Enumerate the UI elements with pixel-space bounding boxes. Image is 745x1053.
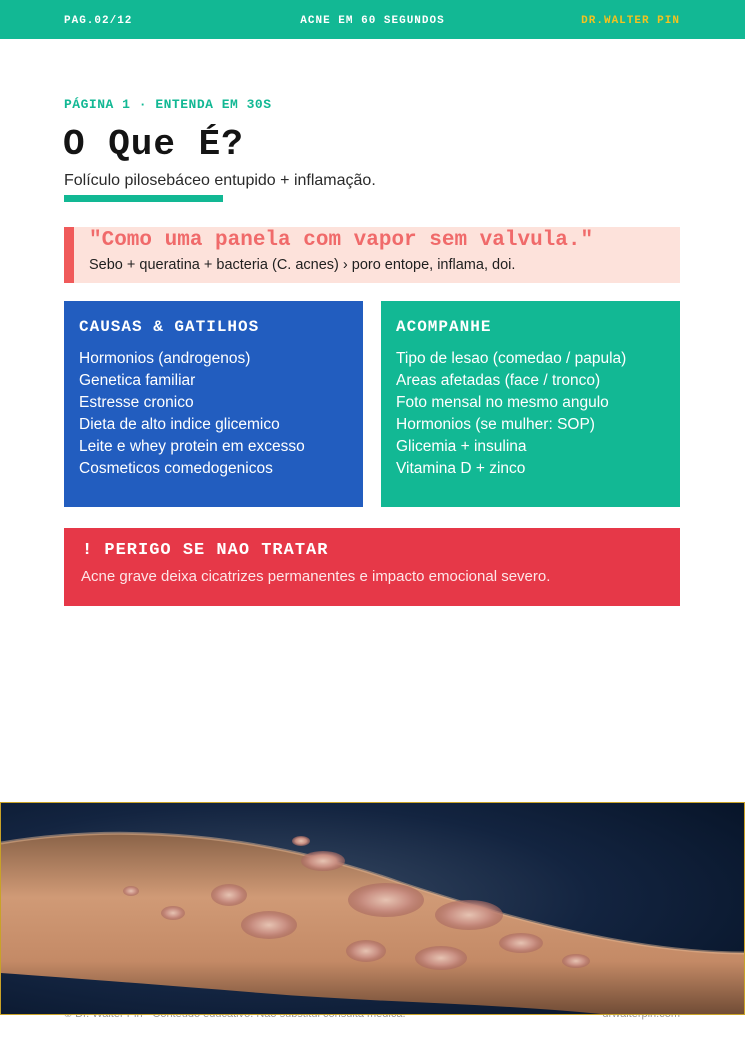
causes-list bbox=[79, 348, 305, 480]
causes-card-title: CAUSAS & GATILHOS bbox=[79, 318, 260, 336]
series-title: ACNE EM 60 SEGUNDOS bbox=[300, 15, 445, 27]
list-item: Cosmeticos comedogenicos bbox=[79, 460, 273, 477]
follow-up-list bbox=[396, 348, 626, 480]
analogy-callout bbox=[64, 227, 680, 283]
list-item: Foto mensal no mesmo angulo bbox=[396, 394, 609, 411]
list-item: Estresse cronico bbox=[79, 394, 194, 411]
section-eyebrow: PÁGINA 1 · ENTENDA EM 30S bbox=[64, 97, 272, 112]
warning-banner bbox=[64, 528, 680, 606]
photo-illustration bbox=[1, 803, 745, 1015]
analogy-quote: "Como uma panela com vapor sem valvula." bbox=[89, 229, 594, 252]
warning-text: Acne grave deixa cicatrizes permanentes e impacto emocional severo. bbox=[81, 568, 551, 585]
list-item: Glicemia + insulina bbox=[396, 438, 527, 455]
list-item: Dieta de alto indice glicemico bbox=[79, 416, 280, 433]
top-header-bar bbox=[0, 0, 745, 39]
follow-up-card bbox=[381, 301, 680, 507]
page-counter: PAG.02/12 bbox=[64, 15, 133, 27]
follow-up-card-title: ACOMPANHE bbox=[396, 318, 492, 336]
warning-title: ! PERIGO SE NAO TRATAR bbox=[82, 541, 329, 560]
forearm-skin-lesions-photo bbox=[0, 802, 745, 1015]
page-subtitle: Folículo pilosebáceo entupido + inflamação. bbox=[64, 172, 376, 189]
list-item: Vitamina D + zinco bbox=[396, 460, 526, 477]
causes-card bbox=[64, 301, 363, 507]
list-item: Leite e whey protein em excesso bbox=[79, 438, 305, 455]
list-item: Areas afetadas (face / tronco) bbox=[396, 372, 601, 389]
list-item: Hormonios (androgenos) bbox=[79, 350, 251, 367]
page-title: O Que É? bbox=[63, 124, 244, 165]
list-item: Hormonios (se mulher: SOP) bbox=[396, 416, 595, 433]
author-name: DR.WALTER PIN bbox=[581, 15, 680, 27]
list-item: Tipo de lesao (comedao / papula) bbox=[396, 350, 627, 367]
title-underline bbox=[64, 195, 223, 202]
analogy-explanation: Sebo + queratina + bacteria (C. acnes) › poro entope, inflama, doi. bbox=[89, 257, 516, 273]
list-item: Genetica familiar bbox=[79, 372, 196, 389]
